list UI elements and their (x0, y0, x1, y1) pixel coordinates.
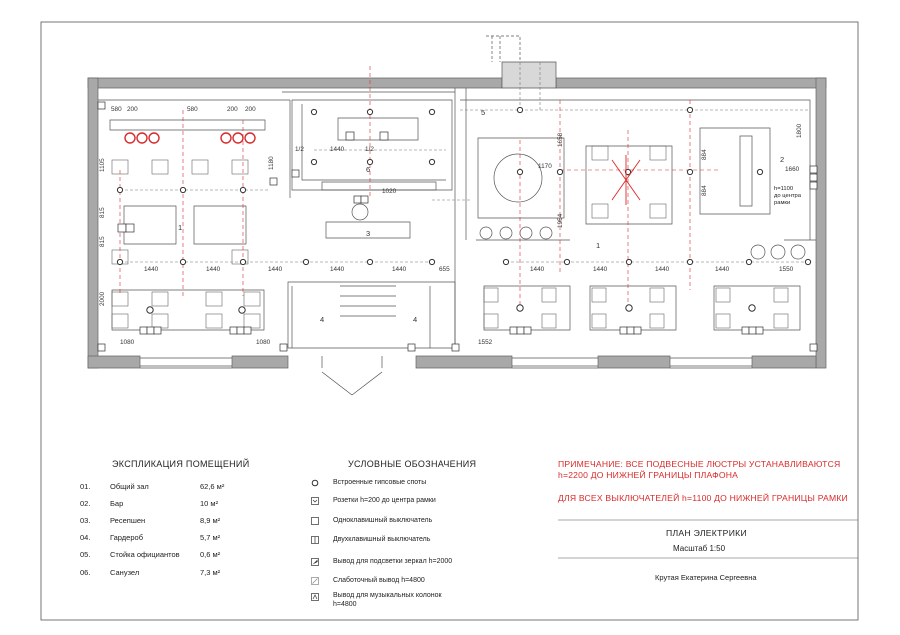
dim-1658: 1658 (557, 132, 564, 147)
double-switch-icon (311, 536, 319, 544)
explication-row-name: Стойка официантов (110, 550, 180, 559)
explication-row-num: 03. (80, 516, 91, 525)
explication-row-num: 05. (80, 550, 91, 559)
dim-top-200-a: 200 (127, 106, 138, 113)
room-number-4-a: 4 (320, 315, 325, 324)
dim-top-200-b: 200 (227, 106, 238, 113)
explication-row-num: 04. (80, 533, 91, 542)
room-number-4-b: 4 (413, 315, 418, 324)
dim-left-815-b: 815 (99, 236, 106, 247)
dim-top-580-b: 580 (187, 106, 198, 113)
legend-label: Встроенные гипсовые споты (333, 479, 427, 486)
wiring-lines (120, 62, 810, 262)
room-number-6: 6 (366, 165, 371, 174)
dim-1660: 1660 (785, 166, 800, 173)
chairs (112, 146, 791, 328)
dim-grid-left-6: 655 (439, 266, 450, 273)
room-number-2: 2 (780, 155, 785, 164)
explication-row-name: Общий зал (110, 482, 149, 491)
dim-1800: 1800 (796, 123, 803, 138)
dim-1020: 1020 (382, 188, 397, 195)
frame-note-line-1: h=1100 (774, 186, 794, 192)
explication-row-area: 0,6 м² (200, 550, 221, 559)
note-line-3: ДЛЯ ВСЕХ ВЫКЛЮЧАТЕЛЕЙ h=1100 ДО НИЖНЕЙ ГРАНИЦЫ РАМКИ (558, 493, 848, 503)
floor-plan (88, 36, 826, 395)
room-number-3: 3 (366, 229, 371, 238)
dim-grid-left-4: 1440 (330, 266, 345, 273)
explication-row-name: Ресепшен (110, 516, 146, 525)
explication-row-area: 7,3 м² (200, 568, 221, 577)
legend-title: УСЛОВНЫЕ ОБОЗНАЧЕНИЯ (348, 459, 477, 469)
explication-row-name: Гардероб (110, 533, 143, 542)
legend-label: Вывод для музыкальных колонок (333, 592, 442, 599)
dim-grid-right-1: 1440 (530, 266, 545, 273)
legend-label-line-2: h=4800 (333, 601, 357, 608)
switch-height-callout (774, 186, 802, 206)
explication-row-area: 8,9 м² (200, 516, 221, 525)
room-number-1-left: 1 (178, 223, 183, 232)
legend-label: Двухклавишный выключатель (333, 536, 431, 543)
dim-1080-a: 1080 (120, 339, 135, 346)
note-line-2: h=2200 ДО НИЖНЕЙ ГРАНИЦЫ ПЛАФОНА (558, 470, 739, 480)
dim-left-2000: 2000 (99, 291, 106, 306)
frame-note-line-2: до центра (774, 193, 802, 199)
note-line-1: ПРИМЕЧАНИЕ: ВСЕ ПОДВЕСНЫЕ ЛЮСТРЫ УСТАНАВЛИВАЮТСЯ (558, 459, 841, 469)
dim-grid-left-5: 1440 (392, 266, 407, 273)
room-numbers (178, 108, 784, 324)
dim-grid-right-3: 1440 (655, 266, 670, 273)
mirror-outlet-icon (311, 558, 319, 566)
frame-note-line-3: рамки (774, 200, 791, 206)
dim-1170: 1170 (538, 163, 552, 170)
room-number-1-right: 1 (596, 241, 601, 250)
dim-1080-b: 1080 (256, 339, 271, 346)
dim-grid-right-2: 1440 (593, 266, 608, 273)
dim-left-815-a: 815 (99, 207, 106, 218)
dim-884-b: 884 (701, 185, 708, 196)
dim-grid-right-5: 1550 (779, 266, 794, 273)
single-switch-icon (311, 517, 319, 525)
dim-1-2-b: 1/2 (365, 146, 374, 153)
explication-row-area: 5,7 м² (200, 533, 221, 542)
room-number-5: 5 (481, 108, 486, 117)
low-current-icon (311, 577, 319, 585)
dim-1954: 1954 (557, 213, 564, 228)
explication-row-name: Санузел (110, 568, 140, 577)
explication-row-area: 62,6 м² (200, 482, 225, 491)
legend-label: Розетки h=200 до центра рамки (333, 497, 436, 504)
explication-row-num: 06. (80, 568, 91, 577)
dim-grid-left-2: 1440 (206, 266, 221, 273)
dim-grid-left-3: 1440 (268, 266, 283, 273)
drawing-scale: Масштаб 1:50 (673, 544, 726, 553)
dim-1440-bath: 1440 (330, 146, 345, 153)
explication-row-area: 10 м² (200, 499, 219, 508)
red-axis-lines (120, 66, 720, 310)
legend-label: Слаботочный вывод h=4800 (333, 577, 425, 584)
legend-label: Вывод для подсветки зеркал h=2000 (333, 558, 453, 565)
explication-row-name: Бар (110, 499, 124, 508)
dim-top-580-a: 580 (111, 106, 122, 113)
dim-884-a: 884 (701, 149, 708, 160)
dim-1552: 1552 (478, 339, 493, 346)
legend-label: Одноклавишный выключатель (333, 517, 433, 524)
explication-row-num: 01. (80, 482, 91, 491)
dim-grid-left-1: 1440 (144, 266, 159, 273)
drawing-title: ПЛАН ЭЛЕКТРИКИ (666, 528, 747, 538)
electrical-outlets (98, 102, 817, 351)
socket-icon (311, 497, 319, 505)
explication-row-num: 02. (80, 499, 91, 508)
dim-grid-right-4: 1440 (715, 266, 730, 273)
explication-title: ЭКСПЛИКАЦИЯ ПОМЕЩЕНИЙ (112, 459, 250, 469)
dim-left-1105: 1105 (99, 158, 106, 172)
dimension-labels (99, 106, 803, 346)
speaker-outlet-icon (311, 593, 319, 601)
dim-top-200-c: 200 (245, 106, 256, 113)
dim-1180: 1180 (268, 156, 275, 170)
spot-circle-icon (311, 479, 319, 487)
dim-1-2-a: 1/2 (295, 146, 304, 153)
drawing-author: Крутая Екатерина Сергеевна (655, 573, 757, 582)
